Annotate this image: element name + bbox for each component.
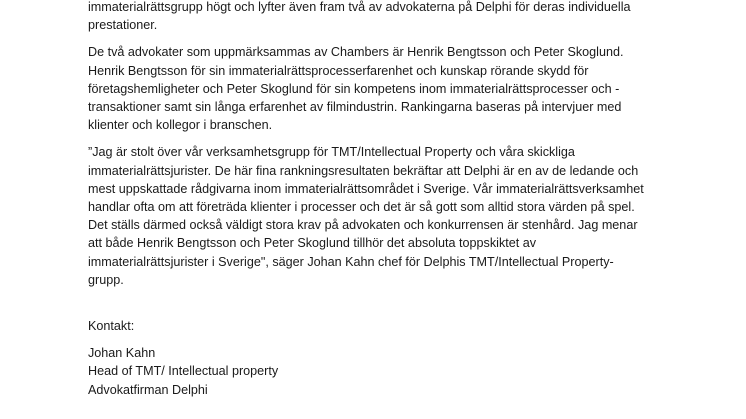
contact-title: Head of TMT/ Intellectual property — [88, 364, 279, 379]
contact-company: Advokatfirman Delphi — [88, 382, 208, 397]
contact-label: Kontakt: — [88, 319, 135, 334]
spacer — [88, 298, 648, 317]
contact-block — [88, 344, 648, 399]
paragraph-quote: ”Jag är stolt över vår verksamhetsgrupp för TMT/Intellectual Property och våra skickliga immaterialrättsjurister. De här fina rankningsresultaten bekräftar att Delphi är en av de ledande och mest uppskattade rådgivarna inom immaterialrättsområdet i Sverige. Vår immaterialrättsverksamhet handlar ofta om att företräda klienter i processer och det är så gott som alltid stora värden på spel. Det ställs därmed också väldigt stora krav på advokaten och konkurrensen är stenhård. Jag menar att både Henrik Bengtsson och Peter Skoglund tillhör det absoluta toppskiktet av immaterialrättsjurister i Sverige", säger Johan Kahn chef för Delphis TMT/Intellectual Property-grupp. — [88, 145, 644, 287]
document-body — [88, 0, 648, 399]
contact-name: Johan Kahn — [88, 346, 156, 361]
paragraph-advokater: De två advokater som uppmärksammas av Chambers är Henrik Bengtsson och Peter Skoglund. Henrik Bengtsson för sin immaterialrättsprocesserfarenhet och kunskap rörande skydd för företagshemligheter och Peter Skoglund för sin kompetens inom immaterialrättsprocesser och -transaktioner samt sin långa erfarenhet av filmindustrin. Rankingarna baseras på intervjuer med klienter och kollegor i branschen. — [88, 45, 624, 133]
paragraph-ranking-intro: immaterialrättsgrupp högt och lyfter även fram två av advokaterna på Delphi för deras individuella prestationer. — [88, 0, 631, 33]
